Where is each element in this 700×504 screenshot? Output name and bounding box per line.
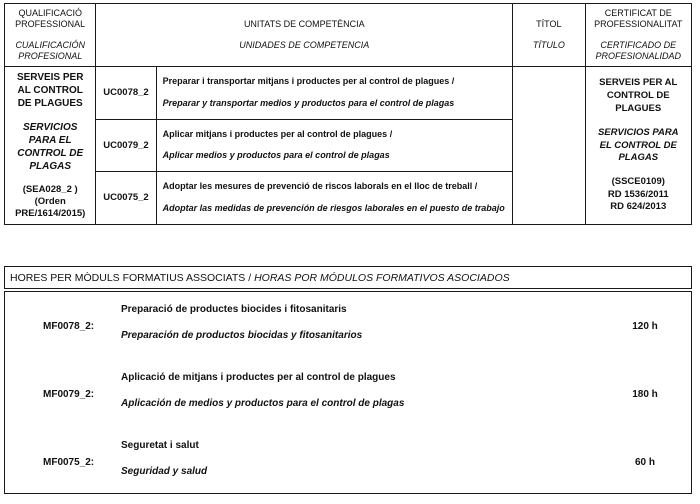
competency-table: [4, 3, 692, 225]
header-units-ca: UNITATS DE COMPETÈNCIA: [243, 19, 365, 30]
list-item: [5, 428, 691, 495]
certificate-ref-line3: RD 624/2013: [610, 200, 667, 212]
list-item: [5, 292, 691, 360]
header-title-ca: TÍTOL: [536, 19, 562, 30]
hours-section-title-ca: HORES PER MÒDULS FORMATIUS ASSOCIATS /: [10, 271, 255, 284]
unit-description-ca: Aplicar mitjans i productes per al control de plagues /: [162, 128, 393, 139]
unit-description: [156, 172, 513, 225]
header-qualification-ca: QUALIFICACIÓ PROFESSIONAL: [15, 8, 86, 30]
module-title-ca: Seguretat i salut: [121, 440, 199, 451]
module-title-ca: Aplicació de mitjans i productes per al control de plagues: [121, 372, 396, 383]
qualification-name-es: SERVICIOS PARA EL CONTROL DE PLAGAS: [17, 122, 84, 172]
unit-description: [156, 119, 513, 172]
header-units: [96, 4, 513, 67]
modules-list: [4, 291, 692, 494]
module-code: MF0079_2:: [43, 389, 95, 400]
certificate-ref-line1: (SSCE0109): [611, 176, 665, 188]
qualification-ref-line2: (Orden: [34, 195, 66, 207]
list-item: [5, 360, 691, 428]
module-title-es: Preparación de productos biocidas y fitosanitarios: [121, 330, 363, 341]
qualification-ref-line3: PRE/1614/2015): [15, 207, 86, 219]
header-title-es: TÍTULO: [532, 39, 565, 50]
module-hours: 180 h: [632, 389, 658, 400]
unit-description: [156, 67, 513, 120]
module-hours: 120 h: [632, 321, 658, 332]
unit-description-es: Aplicar medios y productos para el control de plagas: [162, 150, 390, 161]
qualification-ref-line1: (SEA028_2 ): [22, 184, 78, 195]
hours-section-title-es: HORAS POR MÓDULOS FORMATIVOS ASOCIADOS: [254, 271, 510, 284]
qualification-name-ca: SERVEIS PER AL CONTROL DE PLAGUES: [16, 72, 84, 109]
certificate-reference: [592, 176, 686, 213]
module-hours: 60 h: [634, 457, 655, 468]
unit-code: UC0079_2: [96, 119, 156, 172]
title-cell: [513, 67, 585, 225]
unit-description-ca: Adoptar les mesures de prevenció de riscos laborals en el lloc de treball /: [162, 181, 478, 192]
certificate-name-ca: SERVEIS PER AL CONTROL DE PLAGUES: [599, 77, 678, 114]
table-header-row: [5, 4, 692, 67]
hours-section-title: [5, 272, 510, 284]
header-qualification: [5, 4, 96, 67]
module-title-es: Seguridad y salud: [121, 466, 208, 477]
certificate-ref-line2: RD 1536/2011: [607, 188, 669, 200]
header-title: [513, 4, 585, 67]
header-units-es: UNIDADES DE COMPETENCIA: [239, 39, 370, 50]
unit-description-es: Preparar y transportar medios y productos para el control de plagas: [162, 97, 455, 108]
table-row: [5, 67, 692, 120]
unit-code: UC0075_2: [96, 172, 156, 225]
header-certificate: [585, 4, 692, 67]
hours-section-header: [4, 266, 692, 289]
header-certificate-ca: CERTIFICAT DE PROFESSIONALITAT: [594, 8, 683, 30]
qualification-reference: [11, 184, 89, 220]
unit-description-es: Adoptar las medidas de prevención de riesgos laborales en el puesto de trabajo: [162, 202, 505, 213]
module-title-es: Aplicación de medios y productos para el control de plagas: [121, 398, 405, 409]
module-code: MF0075_2:: [43, 457, 95, 468]
unit-description-ca: Preparar i transportar mitjans i productes per al control de plagues /: [162, 76, 455, 87]
module-title-ca: Preparació de productes biocides i fitosanitaris: [121, 304, 347, 315]
qualification-cell: [5, 67, 96, 225]
module-code: MF0078_2:: [43, 321, 95, 332]
unit-code: UC0078_2: [96, 67, 156, 120]
header-certificate-es: CERTIFICADO DE PROFESIONALIDAD: [595, 39, 682, 61]
certificate-cell: [585, 67, 692, 225]
header-qualification-es: CUALIFICACIÓN PROFESIONAL: [15, 39, 85, 61]
certificate-name-es: SERVICIOS PARA EL CONTROL DE PLAGAS: [597, 126, 679, 164]
